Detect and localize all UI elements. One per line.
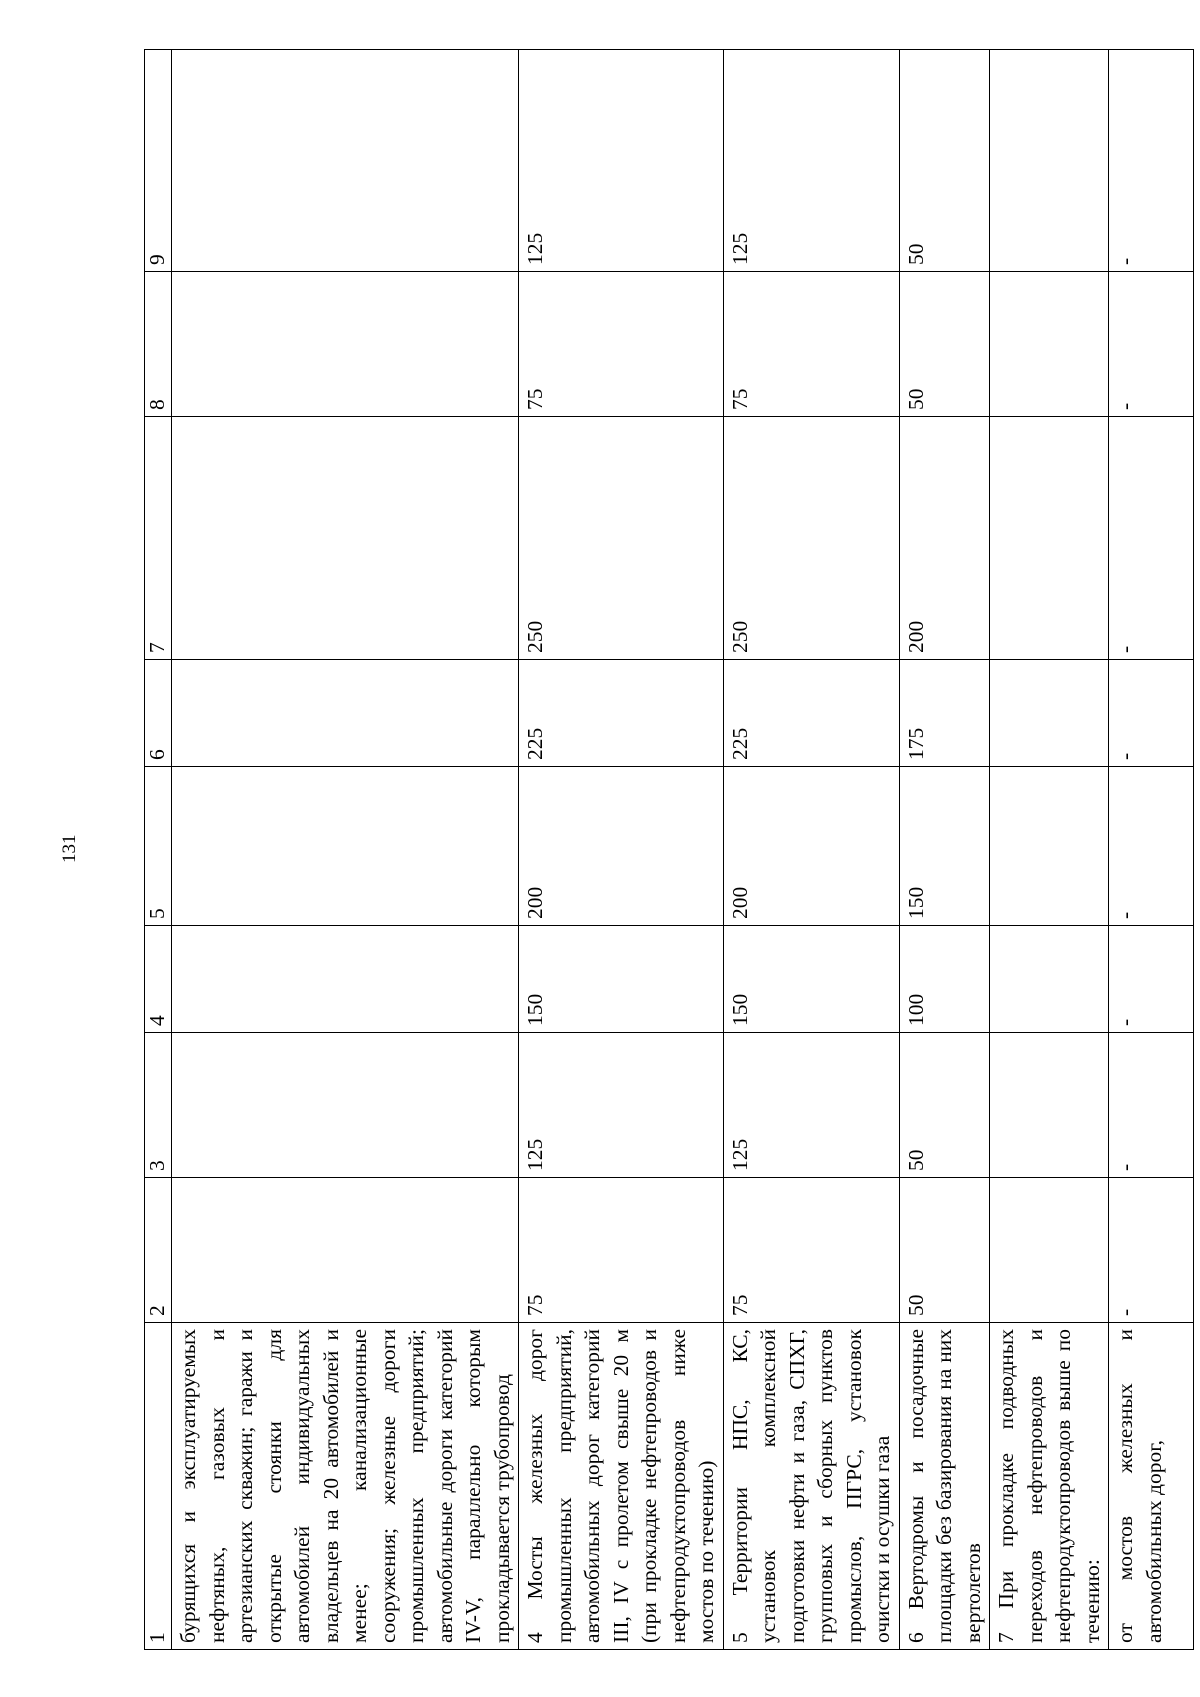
value-cell <box>990 926 1109 1033</box>
table-row <box>172 50 519 1650</box>
value-cell: 150 <box>723 926 899 1033</box>
value-cell: 75 <box>723 1178 899 1323</box>
value-cell: 150 <box>899 767 990 926</box>
table-row <box>519 50 724 1650</box>
value-cell: 200 <box>519 767 724 926</box>
header-cell: 5 <box>145 767 172 926</box>
value-cell: 225 <box>723 660 899 767</box>
distance-table <box>144 49 1194 1650</box>
value-cell <box>990 1178 1109 1323</box>
value-cell: 50 <box>899 1033 990 1178</box>
value-cell: 125 <box>723 1033 899 1178</box>
header-cell: 8 <box>145 272 172 417</box>
value-cell <box>172 50 519 272</box>
row-description: 5 Территории НПС, КС, установок комплексной подготовки нефти и газа, СПХГ, групповых и сборных пунктов промыслов, ПГРС, установок очистки и осушки газа <box>723 1323 899 1650</box>
value-cell <box>990 50 1109 272</box>
value-cell <box>172 1178 519 1323</box>
value-cell: 75 <box>723 272 899 417</box>
value-cell: - <box>1109 1178 1194 1323</box>
value-cell: 175 <box>899 660 990 767</box>
row-description: 7 При прокладке подводных переходов нефтепроводов и нефтепродуктопроводов выше по течению: <box>990 1323 1109 1650</box>
value-cell: 100 <box>899 926 990 1033</box>
value-cell: - <box>1109 926 1194 1033</box>
row-description: 6 Вертодромы и посадочные площадки без базирования на них вертолетов <box>899 1323 990 1650</box>
row-description: от мостов железных и автомобильных дорог, <box>1109 1323 1194 1650</box>
header-cell: 1 <box>145 1323 172 1650</box>
value-cell: 50 <box>899 50 990 272</box>
value-cell <box>990 767 1109 926</box>
value-cell: 250 <box>723 417 899 660</box>
value-cell: - <box>1109 272 1194 417</box>
value-cell <box>172 417 519 660</box>
value-cell: 75 <box>519 272 724 417</box>
page-number: 131 <box>59 834 80 863</box>
table-row <box>723 50 899 1650</box>
value-cell <box>172 767 519 926</box>
value-cell <box>172 1033 519 1178</box>
value-cell <box>990 1033 1109 1178</box>
value-cell: 125 <box>723 50 899 272</box>
table-row <box>990 50 1109 1650</box>
value-cell <box>172 926 519 1033</box>
value-cell <box>172 272 519 417</box>
value-cell: 75 <box>519 1178 724 1323</box>
header-cell: 2 <box>145 1178 172 1323</box>
value-cell: - <box>1109 1033 1194 1178</box>
header-cell: 6 <box>145 660 172 767</box>
value-cell <box>990 660 1109 767</box>
value-cell: - <box>1109 660 1194 767</box>
value-cell: 150 <box>519 926 724 1033</box>
table-header-row <box>145 50 172 1650</box>
value-cell: 250 <box>519 417 724 660</box>
table-row <box>899 50 990 1650</box>
distance-table-rotated <box>144 50 1166 1650</box>
header-cell: 4 <box>145 926 172 1033</box>
value-cell: - <box>1109 767 1194 926</box>
value-cell: 200 <box>899 417 990 660</box>
value-cell <box>172 660 519 767</box>
header-cell: 3 <box>145 1033 172 1178</box>
table-row <box>1109 50 1194 1650</box>
value-cell: 200 <box>723 767 899 926</box>
row-description: бурящихся и эксплуатируемых нефтяных, газовых и артезианских скважин; гаражи и открытые стоянки для автомобилей индивидуальных владельцев на 20 автомобилей и менее; канализационные сооружения; железные дороги промышленных предприятий; автомобильные дороги категорий IV-V, параллельно которым прокладывается трубопровод <box>172 1323 519 1650</box>
value-cell: 225 <box>519 660 724 767</box>
value-cell: 125 <box>519 1033 724 1178</box>
value-cell: - <box>1109 417 1194 660</box>
value-cell: 125 <box>519 50 724 272</box>
header-cell: 7 <box>145 417 172 660</box>
value-cell: 50 <box>899 272 990 417</box>
value-cell: 50 <box>899 1178 990 1323</box>
value-cell <box>990 417 1109 660</box>
value-cell <box>990 272 1109 417</box>
value-cell: - <box>1109 50 1194 272</box>
header-cell: 9 <box>145 50 172 272</box>
row-description: 4 Мосты железных дорог промышленных предприятий, автомобильных дорог категорий III, IV с пролетом свыше 20 м (при прокладке нефтепроводов и нефтепродуктопроводов ниже мостов по течению) <box>519 1323 724 1650</box>
